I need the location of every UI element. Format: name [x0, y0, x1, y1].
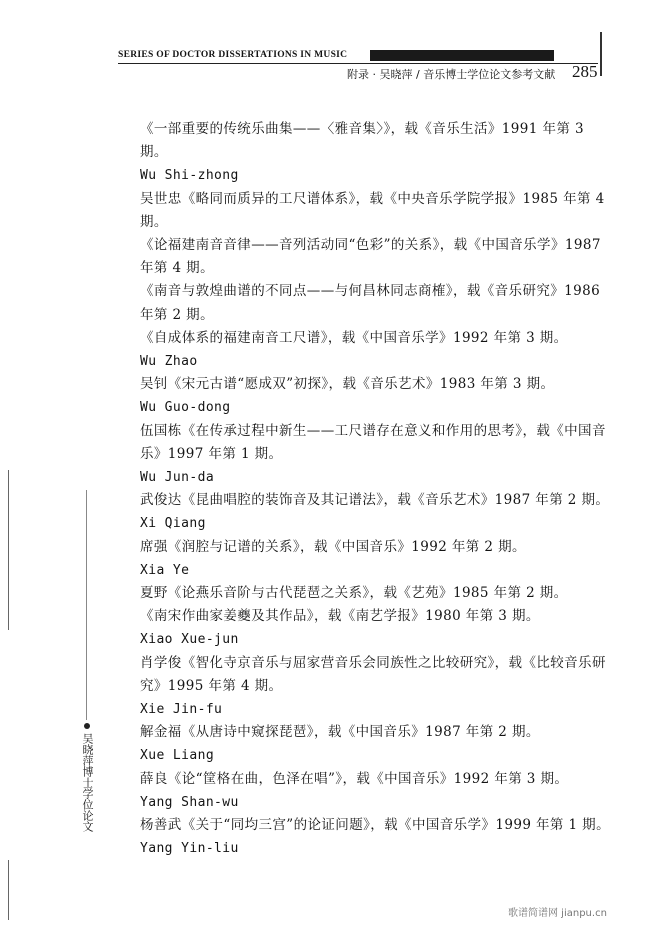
- author-heading: Wu Shi-zhong: [140, 168, 239, 184]
- author-heading: Wu Zhao: [140, 354, 198, 370]
- spine-line: [86, 490, 87, 720]
- margin-line: [8, 860, 9, 920]
- author-heading: Xie Jin-fu: [140, 702, 223, 718]
- reference-entry: 《南音与敦煌曲谱的不同点——与何昌林同志商榷》，载《音乐研究》1986 年第 2 期。: [140, 283, 605, 323]
- reference-entry: 《自成体系的福建南音工尺谱》，载《中国音乐学》1992 年第 3 期。: [140, 329, 568, 346]
- reference-entry: 《南宋作曲家姜夔及其作品》，载《南艺学报》1980 年第 3 期。: [140, 608, 540, 625]
- author-heading: Yang Shan-wu: [140, 794, 239, 810]
- reference-entry: 薛良《论“筐格在曲，色泽在唱”》，载《中国音乐》1992 年第 3 期。: [140, 770, 569, 787]
- spine-title: 吴晓萍博士学位论文: [81, 733, 94, 832]
- series-title: SERIES OF DOCTOR DISSERTATIONS IN MUSIC: [118, 50, 348, 60]
- author-heading: Xi Qiang: [140, 516, 206, 532]
- author-heading: Wu Guo-dong: [140, 400, 231, 416]
- header-bar: [370, 50, 554, 61]
- reference-entry: 夏野《论燕乐音阶与古代琵琶之关系》，载《艺苑》1985 年第 2 期。: [140, 585, 568, 602]
- header-rule: [118, 63, 598, 64]
- spine-bullet: [84, 723, 90, 729]
- reference-entry: 肖学俊《智化寺京音乐与屈家营音乐会同族性之比较研究》，载《比较音乐研究》1995 年第 4 期。: [140, 654, 606, 694]
- reference-entry: 《论福建南音音律——音列活动同“色彩”的关系》，载《中国音乐学》1987 年第 4 期。: [140, 237, 606, 277]
- reference-entry: 吴世忠《略同而质异的工尺谱体系》，载《中央音乐学院学报》1985 年第 4 期。: [140, 190, 610, 230]
- reference-entry: 伍国栋《在传承过程中新生——工尺谱存在意义和作用的思考》，载《中国音乐》1997 年第 1 期。: [140, 422, 606, 462]
- author-heading: Wu Jun-da: [140, 470, 215, 486]
- header-tick: [600, 32, 602, 76]
- author-heading: Xue Liang: [140, 748, 215, 764]
- reference-entry: 杨善武《关于“同均三宫”的论证问题》，载《中国音乐学》1999 年第 1 期。: [140, 817, 610, 834]
- author-heading: Xia Ye: [140, 562, 190, 578]
- reference-list: [140, 118, 610, 861]
- reference-entry: 吴钊《宋元古谱“愿成双”初探》，载《音乐艺术》1983 年第 3 期。: [140, 376, 555, 393]
- margin-line: [8, 470, 9, 630]
- reference-entry: 解金福《从唐诗中窥探琵琶》，载《中国音乐》1987 年第 2 期。: [140, 724, 540, 741]
- author-heading: Yang Yin-liu: [140, 841, 239, 857]
- running-header: 附录 · 吴晓萍 / 音乐博士学位论文参考文献: [347, 68, 556, 81]
- reference-entry: 席强《润腔与记谱的关系》，载《中国音乐》1992 年第 2 期。: [140, 538, 526, 555]
- reference-entry: 武俊达《昆曲唱腔的装饰音及其记谱法》，载《音乐艺术》1987 年第 2 期。: [140, 492, 610, 509]
- watermark: 歌谱简谱网 jianpu.cn: [508, 908, 607, 919]
- reference-entry: 《一部重要的传统乐曲集——〈雅音集〉》，载《音乐生活》1991 年第 3 期。: [140, 121, 589, 161]
- author-heading: Xiao Xue-jun: [140, 632, 239, 648]
- page-number: 285: [572, 62, 598, 81]
